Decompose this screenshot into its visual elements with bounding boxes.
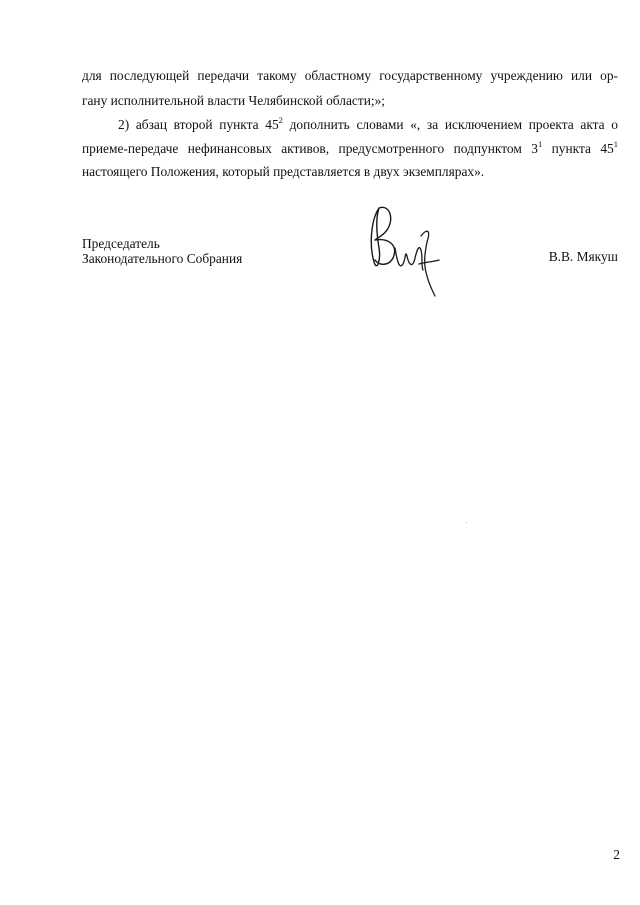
superscript: 1 bbox=[613, 138, 618, 149]
signatory-name: В.В. Мякуш bbox=[548, 249, 618, 264]
text-span: пункта 45 bbox=[542, 141, 614, 156]
scan-speck bbox=[466, 522, 467, 523]
text-span: дополнить словами «, за исключением проекта акта о bbox=[282, 117, 618, 132]
signatory-title-line1: Председатель bbox=[82, 236, 160, 251]
list-item-line bbox=[82, 138, 618, 157]
paragraph-line: для последующей передачи такому областному государственному учреждению или ор- bbox=[82, 68, 618, 83]
paragraph-line: гану исполнительной власти Челябинской области;»; bbox=[82, 93, 386, 108]
list-item-line: настоящего Положения, который представляется в двух экземплярах». bbox=[82, 164, 485, 179]
text-span: 2) абзац второй пункта 45 bbox=[118, 117, 279, 132]
page-number: 2 bbox=[613, 847, 620, 862]
text-span: приеме-передаче нефинансовых активов, предусмотренного подпунктом 3 bbox=[82, 141, 538, 156]
superscript: 1 bbox=[537, 138, 543, 149]
superscript: 2 bbox=[278, 114, 283, 125]
signatory-title-line2: Законодательного Собрания bbox=[82, 251, 243, 266]
handwritten-signature bbox=[365, 200, 445, 300]
list-item-line bbox=[118, 114, 618, 133]
